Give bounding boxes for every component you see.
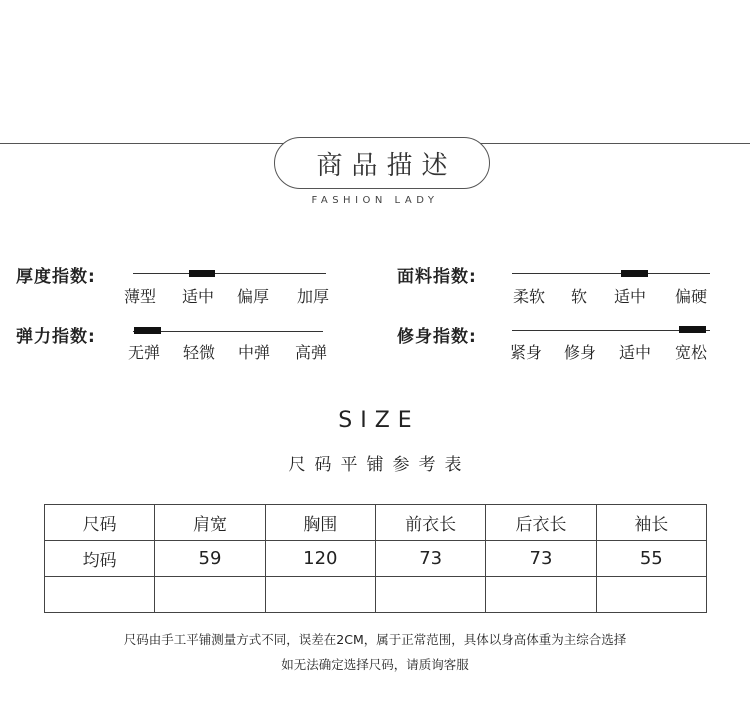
index-elasticity-tick: 高弹 [295,343,328,362]
table-cell: 73 [486,541,596,577]
table-header-row [45,505,707,541]
index-thickness-tick: 加厚 [297,287,330,306]
index-fit-marker [679,326,706,333]
table-cell [155,577,265,613]
index-fit-tick: 修身 [564,343,597,362]
table-cell [265,577,375,613]
table-cell [45,577,155,613]
index-elasticity-tick: 无弹 [128,343,161,362]
index-thickness-tick: 适中 [182,287,215,306]
table-header-cell: 袖长 [596,505,706,541]
index-fabric-marker [621,270,648,277]
customer-service-note: 如无法确定选择尺码，请质询客服 [281,657,469,672]
index-fabric-label: 面料指数: [397,267,477,287]
index-fit-label: 修身指数: [397,327,477,347]
table-cell [375,577,485,613]
index-elasticity-tick: 中弹 [238,343,271,362]
index-fabric-scale [512,273,710,274]
measurement-note: 尺码由手工平铺测量方式不同，误差在2CM，属于正常范围，具体以身高体重为主综合选择 [123,632,627,647]
table-header-cell: 胸围 [265,505,375,541]
table-cell [596,577,706,613]
index-thickness-tick: 偏厚 [237,287,270,306]
page-subtitle: FASHION LADY [311,195,439,206]
table-cell: 均码 [45,541,155,577]
table-cell: 55 [596,541,706,577]
index-fit-tick: 适中 [619,343,652,362]
index-thickness-marker [189,270,215,277]
index-elasticity-marker [134,327,161,334]
index-fabric-tick: 偏硬 [675,287,708,306]
table-cell: 59 [155,541,265,577]
table-header-cell: 尺码 [45,505,155,541]
table-header-cell: 后衣长 [486,505,596,541]
index-fabric-tick: 适中 [614,287,647,306]
page-title: 商品描述 [316,150,457,181]
table-cell: 73 [375,541,485,577]
size-subtitle: 尺码平铺参考表 [288,455,471,475]
table-header-cell: 前衣长 [375,505,485,541]
index-thickness-label: 厚度指数: [16,267,96,287]
table-header-cell: 肩宽 [155,505,265,541]
table-cell: 120 [265,541,375,577]
index-elasticity-tick: 轻微 [183,343,216,362]
index-thickness-tick: 薄型 [124,287,157,306]
table-cell [486,577,596,613]
size-table [44,504,707,613]
index-fabric-tick: 柔软 [513,287,546,306]
table-row [45,541,707,577]
index-fabric-tick: 软 [571,287,588,306]
index-elasticity-label: 弹力指数: [16,327,96,347]
index-fit-tick: 宽松 [675,343,708,362]
index-thickness-scale [133,273,326,274]
index-elasticity-scale [133,331,323,332]
index-fit-tick: 紧身 [510,343,543,362]
title-badge [274,137,490,189]
size-title: SIZE [338,408,420,433]
table-row [45,577,707,613]
